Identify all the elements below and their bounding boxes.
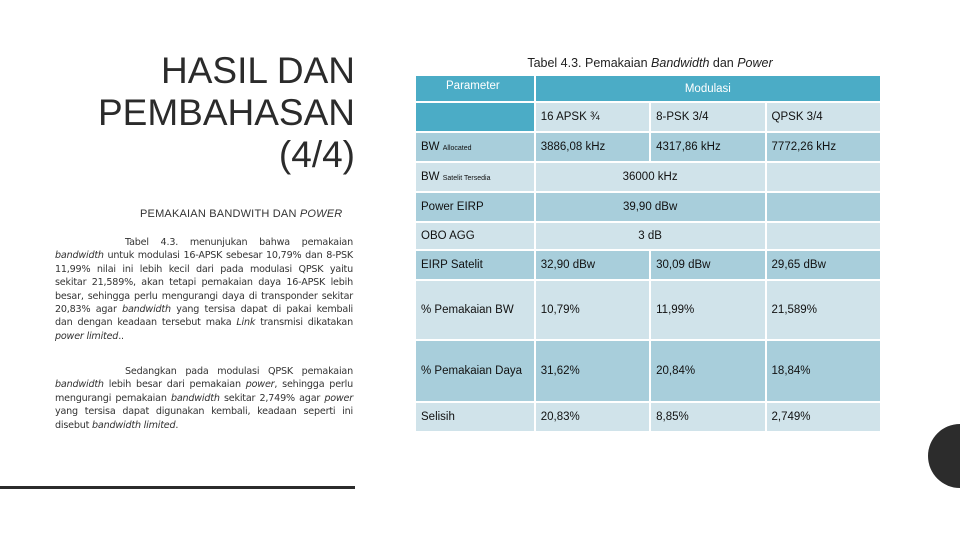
cell-pdaya-qpsk: 18,84% — [766, 340, 881, 402]
slide-title-line-3: (4/4) — [278, 134, 355, 175]
section-subtitle-emphasis: POWER — [299, 208, 343, 220]
section-subtitle-text: PEMAKAIAN BANDWITH DAN — [140, 208, 300, 220]
paragraph-2-text — [55, 365, 353, 432]
cell-bw-alloc-qpsk: 7772,26 kHz — [766, 132, 881, 162]
cell-selisih-8psk: 8,85% — [650, 402, 765, 432]
p1-part-f: Link — [236, 317, 256, 329]
cell-empty — [766, 192, 881, 222]
cell-bw-satelit-value: 36000 kHz — [535, 162, 766, 192]
p2-part-b: bandwidth — [55, 379, 104, 391]
cell-label-bw-satelit — [415, 162, 535, 192]
p2-part-f: bandwidth — [170, 392, 220, 404]
table-row-bw-allocated — [415, 132, 881, 162]
cell-mod-8psk: 8-PSK 3/4 — [650, 102, 765, 132]
divider-line — [0, 486, 355, 489]
bw-satelit-sub: Satelit Tersedia — [442, 175, 491, 182]
header-parameter: Parameter — [415, 75, 535, 102]
p2-part-d: power — [245, 379, 275, 391]
bw-allocated-sub: Allocated — [442, 145, 472, 152]
table-row-obo-agg — [415, 222, 881, 250]
table-caption — [415, 56, 885, 70]
table-row-power-eirp — [415, 192, 881, 222]
cell-obo-agg-value: 3 dB — [535, 222, 766, 250]
cell-label-bw-allocated — [415, 132, 535, 162]
cell-mod-qpsk: QPSK 3/4 — [766, 102, 881, 132]
header-modulasi: Modulasi — [535, 75, 881, 102]
slide-title — [40, 50, 355, 176]
cell-label-eirp-satelit: EIRP Satelit — [415, 250, 535, 280]
cell-label-pemakaian-daya: % Pemakaian Daya — [415, 340, 535, 402]
table-row-pemakaian-daya — [415, 340, 881, 402]
p1-part-c: untuk modulasi 16-APSK sebesar 10,79% dan 8-PSK 11,99% nilai ini lebih kecil dari pada modulasi QPSK yaitu sekitar 21,589%, akan tetapi pemakaian daya 16-APSK lebih besar, sehingga perlu mengurangi daya di transponder sekitar 20,83% agar — [55, 250, 353, 316]
p2-part-j: bandwidth limited — [92, 419, 176, 431]
cell-pdaya-16apsk: 31,62% — [535, 340, 650, 402]
p2-part-k: . — [175, 419, 179, 431]
caption-part-d: Power — [737, 56, 773, 70]
cell-label-selisih: Selisih — [415, 402, 535, 432]
cell-eirp-8psk: 30,09 dBw — [650, 250, 765, 280]
p2-part-h: power — [324, 392, 353, 404]
cell-selisih-qpsk: 2,749% — [766, 402, 881, 432]
paragraph-1 — [55, 236, 353, 343]
caption-part-b: Bandwidth — [651, 56, 710, 70]
p2-part-c: lebih besar dari pemakaian — [103, 379, 246, 391]
cell-empty — [766, 162, 881, 192]
table-row-modulation — [415, 102, 881, 132]
p1-part-a: Tabel 4.3. menunjukan bahwa pemakaian — [125, 237, 353, 248]
p2-part-i: yang tersisa dapat digunakan kembali, keadaan seperti ini disebut — [55, 406, 353, 431]
cell-selisih-16apsk: 20,83% — [535, 402, 650, 432]
caption-part-c: dan — [709, 56, 738, 70]
table-row-pemakaian-bw — [415, 280, 881, 340]
paragraph-2 — [55, 365, 353, 432]
cell-pbw-qpsk: 21,589% — [766, 280, 881, 340]
cell-bw-alloc-8psk: 4317,86 kHz — [650, 132, 765, 162]
cell-empty — [766, 222, 881, 250]
p1-part-d: bandwidth — [122, 304, 171, 316]
cell-bw-alloc-16apsk: 3886,08 kHz — [535, 132, 650, 162]
bw-satelit-main: BW — [421, 171, 440, 183]
cell-label-pemakaian-bw: % Pemakaian BW — [415, 280, 535, 340]
p1-part-e: yang tersisa dapat di pakai kembali dan dengan keadaan tersebut maka — [55, 304, 354, 329]
p2-part-g: sekitar 2,749% agar — [219, 392, 325, 404]
bw-allocated-main: BW — [421, 141, 440, 153]
bandwidth-power-table — [414, 74, 882, 433]
cell-empty — [415, 102, 535, 132]
cell-pbw-8psk: 11,99% — [650, 280, 765, 340]
section-subtitle — [140, 208, 342, 220]
table-row-selisih — [415, 402, 881, 432]
cell-label-obo-agg: OBO AGG — [415, 222, 535, 250]
cell-eirp-qpsk: 29,65 dBw — [766, 250, 881, 280]
p1-part-i: .. — [118, 330, 124, 342]
slide-title-line-1: HASIL DAN — [161, 50, 355, 91]
p1-part-b: bandwidth — [55, 250, 104, 262]
p1-part-g: transmisi dikatakan — [255, 317, 353, 329]
cell-pdaya-8psk: 20,84% — [650, 340, 765, 402]
decorative-circle — [928, 424, 960, 488]
table-row-eirp-satelit — [415, 250, 881, 280]
slide-title-line-2: PEMBAHASAN — [97, 92, 355, 133]
caption-part-a: Tabel 4.3. Pemakaian — [527, 56, 652, 70]
paragraph-1-text — [55, 236, 353, 343]
cell-power-eirp-value: 39,90 dBw — [535, 192, 766, 222]
cell-label-power-eirp: Power EIRP — [415, 192, 535, 222]
p2-part-a: Sedangkan pada modulasi QPSK pemakaian — [125, 366, 353, 377]
p1-part-h: power limited — [55, 330, 119, 342]
cell-pbw-16apsk: 10,79% — [535, 280, 650, 340]
p2-part-e: , sehingga perlu mengurangi pemakaian — [55, 379, 353, 404]
cell-eirp-16apsk: 32,90 dBw — [535, 250, 650, 280]
cell-mod-16apsk: 16 APSK ¾ — [535, 102, 650, 132]
table-header-row — [415, 75, 881, 102]
table-row-bw-satelit — [415, 162, 881, 192]
